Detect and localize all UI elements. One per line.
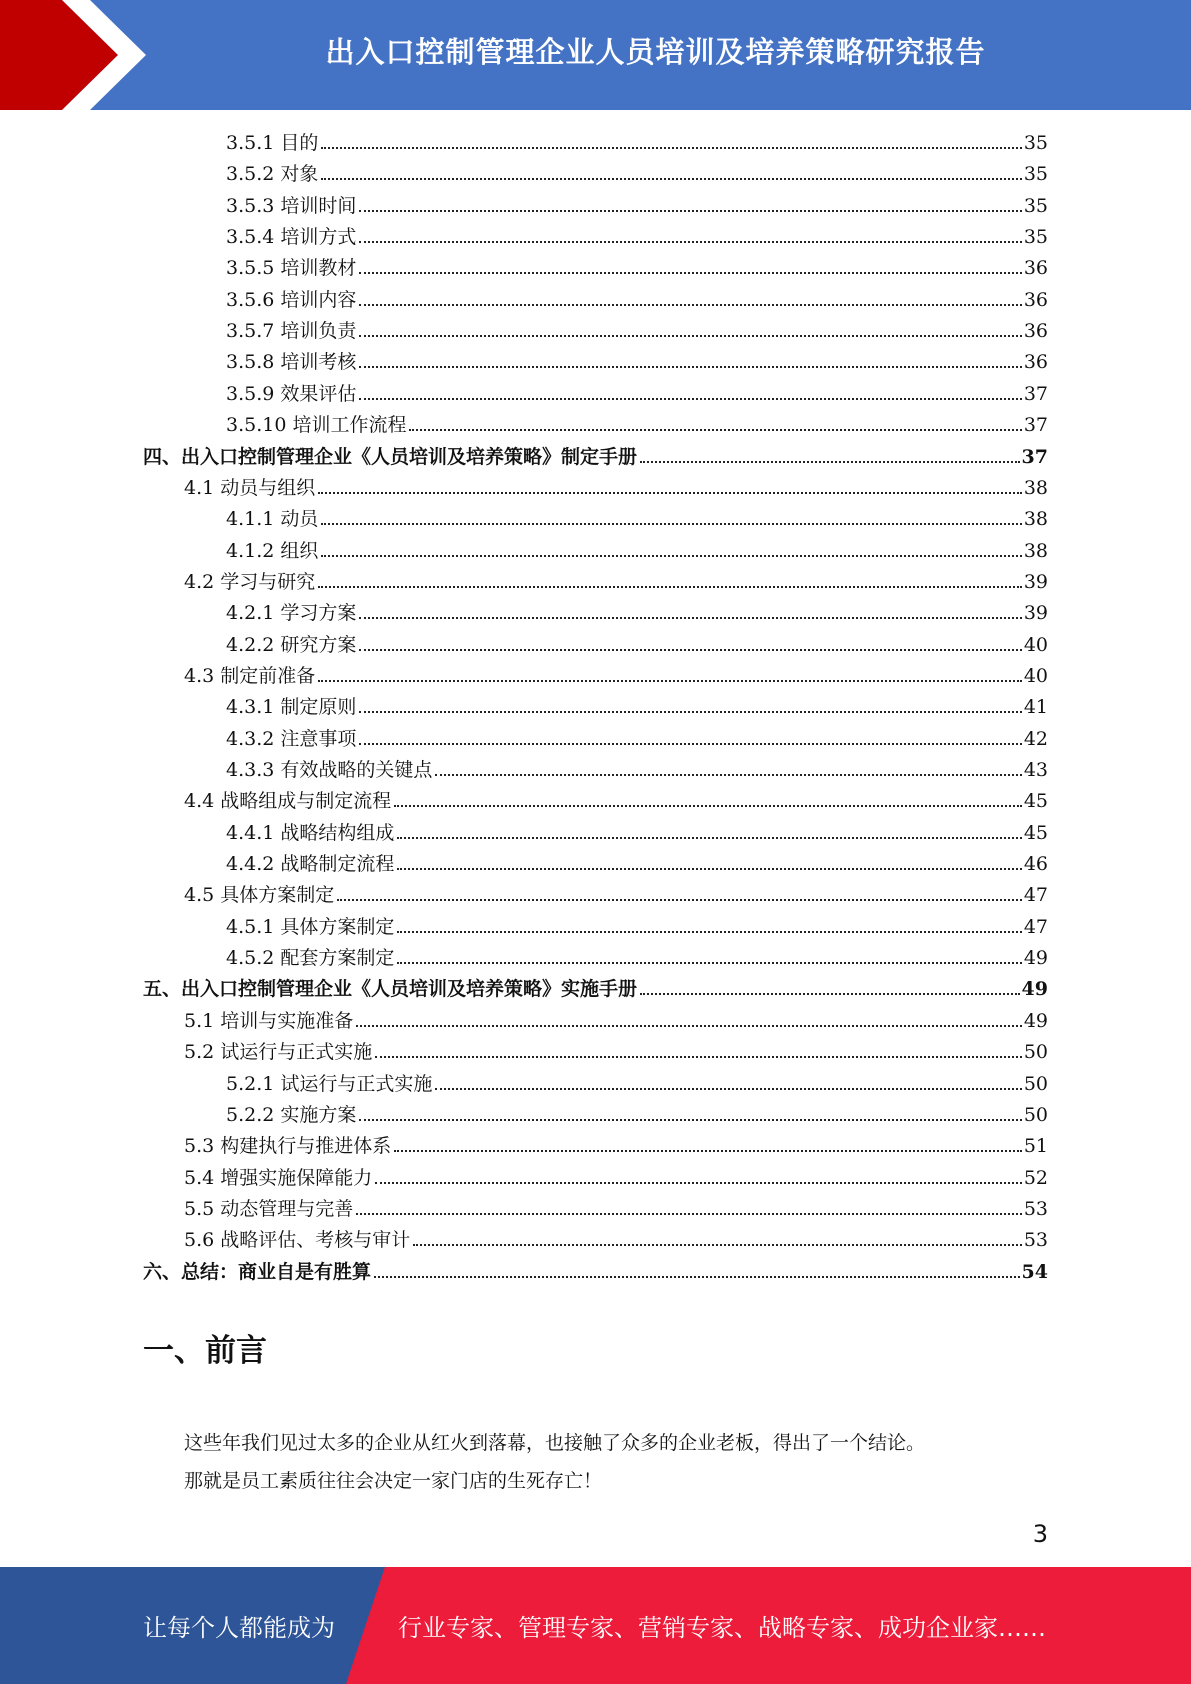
toc-entry[interactable] bbox=[184, 1162, 1048, 1190]
toc-entry[interactable] bbox=[184, 566, 1048, 594]
toc-entry-page: 52 bbox=[1023, 1167, 1048, 1189]
toc-dot-leader bbox=[409, 428, 1021, 431]
header-chevron-decor bbox=[0, 0, 160, 110]
toc-dot-leader bbox=[359, 303, 1021, 306]
section-heading: 一、前言 bbox=[143, 1333, 267, 1369]
toc-entry-page: 36 bbox=[1023, 289, 1048, 311]
toc-dot-leader bbox=[359, 209, 1021, 212]
toc-entry[interactable] bbox=[226, 723, 1048, 751]
toc-entry[interactable] bbox=[184, 660, 1048, 688]
toc-entry-label: 4.1.2 组织 bbox=[226, 540, 319, 562]
toc-entry[interactable] bbox=[226, 503, 1048, 531]
toc-entry-page: 43 bbox=[1023, 759, 1048, 781]
toc-entry[interactable] bbox=[184, 472, 1048, 500]
toc-entry-label: 3.5.6 培训内容 bbox=[226, 289, 357, 311]
toc-entry-page: 50 bbox=[1023, 1073, 1048, 1095]
toc-entry-label: 5.5 动态管理与完善 bbox=[184, 1198, 354, 1220]
toc-entry-page: 46 bbox=[1023, 853, 1048, 875]
toc-entry-page: 36 bbox=[1023, 257, 1048, 279]
toc-entry-page: 53 bbox=[1023, 1198, 1048, 1220]
toc-entry-page: 53 bbox=[1023, 1229, 1048, 1251]
toc-dot-leader bbox=[435, 1087, 1021, 1090]
toc-dot-leader bbox=[640, 992, 1020, 995]
toc-entry-page: 36 bbox=[1023, 320, 1048, 342]
toc-entry-label: 4.5.1 具体方案制定 bbox=[226, 916, 395, 938]
toc-entry-page: 50 bbox=[1023, 1104, 1048, 1126]
toc-dot-leader bbox=[359, 397, 1021, 400]
toc-entry-page: 49 bbox=[1023, 947, 1048, 969]
toc-entry[interactable] bbox=[226, 1099, 1048, 1127]
toc-entry-label: 4.4 战略组成与制定流程 bbox=[184, 790, 392, 812]
page-header bbox=[0, 0, 1191, 110]
toc-entry[interactable] bbox=[143, 973, 1048, 1001]
toc-entry-label: 4.4.2 战略制定流程 bbox=[226, 853, 395, 875]
toc-entry-page: 35 bbox=[1023, 195, 1048, 217]
toc-dot-leader bbox=[397, 930, 1021, 933]
toc-entry-page: 45 bbox=[1023, 790, 1048, 812]
toc-entry[interactable] bbox=[226, 221, 1048, 249]
toc-entry-label: 3.5.9 效果评估 bbox=[226, 383, 357, 405]
toc-entry[interactable] bbox=[184, 1224, 1048, 1252]
toc-entry-label: 3.5.4 培训方式 bbox=[226, 226, 357, 248]
body-paragraph: 那就是员工素质往往会决定一家门店的生死存亡！ bbox=[184, 1470, 603, 1492]
toc-entry[interactable] bbox=[226, 691, 1048, 719]
toc-entry-page: 40 bbox=[1023, 665, 1048, 687]
toc-dot-leader bbox=[374, 1275, 1020, 1278]
toc-entry[interactable] bbox=[226, 190, 1048, 218]
toc-entry-label: 4.3.3 有效战略的关键点 bbox=[226, 759, 433, 781]
toc-entry-label: 六、总结：商业自是有胜算 bbox=[143, 1261, 372, 1283]
toc-entry-label: 3.5.10 培训工作流程 bbox=[226, 414, 407, 436]
toc-dot-leader bbox=[394, 804, 1022, 807]
toc-dot-leader bbox=[640, 460, 1020, 463]
toc-dot-leader bbox=[321, 522, 1021, 525]
toc-entry-label: 4.3 制定前准备 bbox=[184, 665, 316, 687]
toc-entry-label: 3.5.8 培训考核 bbox=[226, 351, 357, 373]
toc-dot-leader bbox=[359, 240, 1021, 243]
toc-entry-label: 5.2.2 实施方案 bbox=[226, 1104, 357, 1126]
toc-entry-label: 3.5.1 目的 bbox=[226, 132, 319, 154]
toc-entry[interactable] bbox=[226, 754, 1048, 782]
toc-entry-page: 37 bbox=[1023, 414, 1048, 436]
toc-entry[interactable] bbox=[226, 942, 1048, 970]
toc-entry-label: 4.1.1 动员 bbox=[226, 508, 319, 530]
toc-entry-page: 39 bbox=[1023, 571, 1048, 593]
page-footer bbox=[0, 1567, 1191, 1684]
toc-dot-leader bbox=[321, 554, 1021, 557]
toc-entry[interactable] bbox=[226, 911, 1048, 939]
toc-entry[interactable] bbox=[226, 597, 1048, 625]
toc-entry[interactable] bbox=[143, 441, 1048, 469]
toc-entry-page: 47 bbox=[1023, 916, 1048, 938]
toc-entry[interactable] bbox=[184, 1130, 1048, 1158]
toc-entry-page: 36 bbox=[1023, 351, 1048, 373]
toc-dot-leader bbox=[359, 710, 1021, 713]
toc-dot-leader bbox=[397, 836, 1021, 839]
toc-entry-page: 37 bbox=[1021, 446, 1048, 468]
toc-entry-page: 49 bbox=[1021, 978, 1048, 1000]
toc-dot-leader bbox=[359, 742, 1021, 745]
toc-entry-label: 3.5.5 培训教材 bbox=[226, 257, 357, 279]
toc-entry[interactable] bbox=[226, 346, 1048, 374]
toc-entry[interactable] bbox=[184, 1005, 1048, 1033]
toc-dot-leader bbox=[318, 491, 1022, 494]
toc-entry-page: 38 bbox=[1023, 477, 1048, 499]
toc-entry[interactable] bbox=[226, 848, 1048, 876]
toc-entry-label: 4.1 动员与组织 bbox=[184, 477, 316, 499]
toc-entry-label: 4.3.1 制定原则 bbox=[226, 696, 357, 718]
toc-entry[interactable] bbox=[226, 629, 1048, 657]
toc-entry[interactable] bbox=[226, 158, 1048, 186]
toc-entry-page: 39 bbox=[1023, 602, 1048, 624]
toc-entry[interactable] bbox=[226, 252, 1048, 280]
toc-dot-leader bbox=[397, 867, 1021, 870]
toc-entry[interactable] bbox=[184, 785, 1048, 813]
toc-entry-page: 42 bbox=[1023, 728, 1048, 750]
toc-entry-page: 38 bbox=[1023, 540, 1048, 562]
toc-dot-leader bbox=[359, 616, 1021, 619]
toc-entry[interactable] bbox=[226, 315, 1048, 343]
toc-dot-leader bbox=[375, 1181, 1022, 1184]
toc-entry[interactable] bbox=[226, 535, 1048, 563]
toc-entry-label: 3.5.7 培训负责 bbox=[226, 320, 357, 342]
toc-entry-page: 49 bbox=[1023, 1010, 1048, 1032]
toc-dot-leader bbox=[321, 146, 1021, 149]
toc-dot-leader bbox=[375, 1055, 1022, 1058]
toc-dot-leader bbox=[359, 271, 1021, 274]
toc-entry-label: 5.1 培训与实施准备 bbox=[184, 1010, 354, 1032]
toc-entry-page: 37 bbox=[1023, 383, 1048, 405]
footer-slogan: 让每个人都能成为 bbox=[143, 1614, 335, 1642]
toc-entry-label: 4.2.2 研究方案 bbox=[226, 634, 357, 656]
toc-entry-label: 4.5 具体方案制定 bbox=[184, 884, 335, 906]
toc-entry-label: 5.2.1 试运行与正式实施 bbox=[226, 1073, 433, 1095]
toc-dot-leader bbox=[359, 648, 1021, 651]
toc-entry-page: 35 bbox=[1023, 226, 1048, 248]
toc-entry[interactable] bbox=[184, 1036, 1048, 1064]
toc-entry-label: 5.3 构建执行与推进体系 bbox=[184, 1135, 392, 1157]
toc-entry-page: 51 bbox=[1023, 1135, 1048, 1157]
toc-entry[interactable] bbox=[184, 879, 1048, 907]
toc-dot-leader bbox=[413, 1243, 1022, 1246]
body-paragraph: 这些年我们见过太多的企业从红火到落幕，也接触了众多的企业老板，得出了一个结论。 bbox=[184, 1432, 926, 1454]
page-number: 3 bbox=[1032, 1520, 1048, 1548]
toc-entry-label: 4.3.2 注意事项 bbox=[226, 728, 357, 750]
toc-dot-leader bbox=[318, 679, 1022, 682]
toc-entry[interactable] bbox=[184, 1193, 1048, 1221]
toc-dot-leader bbox=[397, 961, 1021, 964]
toc-dot-leader bbox=[321, 177, 1021, 180]
toc-entry[interactable] bbox=[143, 1256, 1048, 1284]
toc-entry-page: 35 bbox=[1023, 163, 1048, 185]
toc-entry-label: 4.5.2 配套方案制定 bbox=[226, 947, 395, 969]
toc-entry-label: 四、出入口控制管理企业《人员培训及培养策略》制定手册 bbox=[143, 446, 638, 468]
toc-entry[interactable] bbox=[226, 817, 1048, 845]
toc-entry[interactable] bbox=[226, 378, 1048, 406]
toc-entry-page: 47 bbox=[1023, 884, 1048, 906]
toc-entry[interactable] bbox=[226, 284, 1048, 312]
toc-dot-leader bbox=[359, 334, 1021, 337]
toc-entry[interactable] bbox=[226, 409, 1048, 437]
toc-entry[interactable] bbox=[226, 127, 1048, 155]
toc-dot-leader bbox=[337, 898, 1022, 901]
toc-entry-page: 38 bbox=[1023, 508, 1048, 530]
document-title: 出入口控制管理企业人员培训及培养策略研究报告 bbox=[325, 34, 986, 69]
toc-entry-label: 3.5.2 对象 bbox=[226, 163, 319, 185]
toc-dot-leader bbox=[359, 1118, 1021, 1121]
toc-entry-page: 35 bbox=[1023, 132, 1048, 154]
toc-entry-page: 54 bbox=[1021, 1261, 1048, 1283]
toc-entry-label: 3.5.3 培训时间 bbox=[226, 195, 357, 217]
toc-dot-leader bbox=[356, 1212, 1022, 1215]
toc-entry-label: 4.2.1 学习方案 bbox=[226, 602, 357, 624]
toc-entry-page: 45 bbox=[1023, 822, 1048, 844]
toc-entry-label: 4.4.1 战略结构组成 bbox=[226, 822, 395, 844]
toc-entry-label: 4.2 学习与研究 bbox=[184, 571, 316, 593]
toc-entry[interactable] bbox=[226, 1068, 1048, 1096]
toc-dot-leader bbox=[394, 1149, 1022, 1152]
toc-entry-page: 40 bbox=[1023, 634, 1048, 656]
toc-dot-leader bbox=[356, 1024, 1022, 1027]
toc-dot-leader bbox=[435, 773, 1021, 776]
toc-entry-label: 5.4 增强实施保障能力 bbox=[184, 1167, 373, 1189]
toc-entry-label: 5.6 战略评估、考核与审计 bbox=[184, 1229, 411, 1251]
toc-entry-label: 5.2 试运行与正式实施 bbox=[184, 1041, 373, 1063]
footer-tagline: 行业专家、管理专家、营销专家、战略专家、成功企业家…… bbox=[398, 1614, 1046, 1642]
toc-entry-page: 50 bbox=[1023, 1041, 1048, 1063]
toc-dot-leader bbox=[318, 585, 1022, 588]
toc-dot-leader bbox=[359, 365, 1021, 368]
toc-entry-label: 五、出入口控制管理企业《人员培训及培养策略》实施手册 bbox=[143, 978, 638, 1000]
toc-entry-page: 41 bbox=[1023, 696, 1048, 718]
